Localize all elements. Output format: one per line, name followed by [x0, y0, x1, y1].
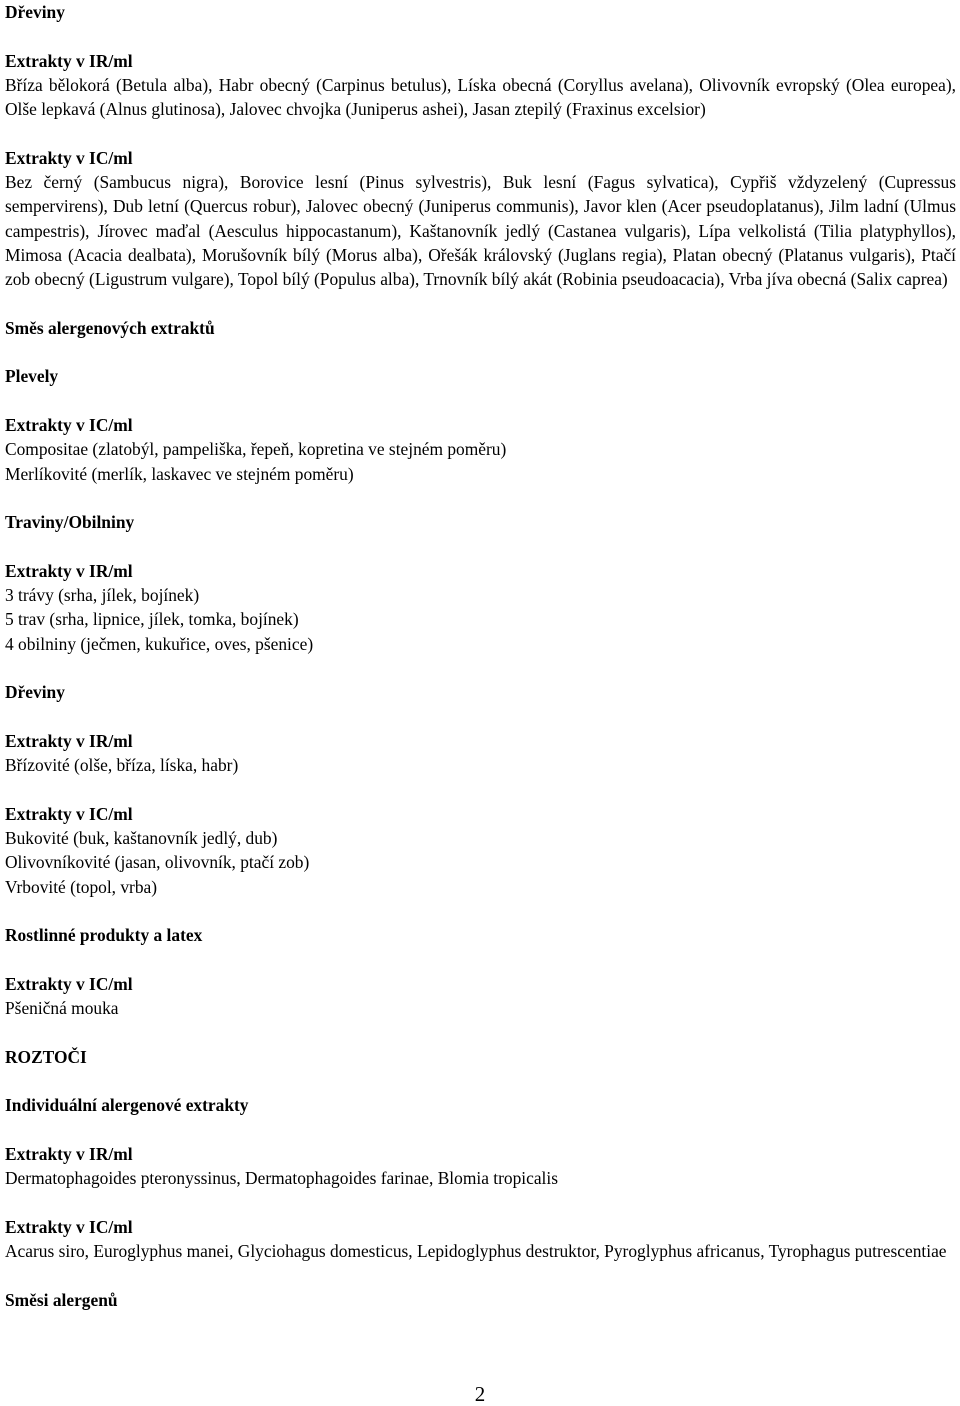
extract-list: Bez černý (Sambucus nigra), Borovice lesní (Pinus sylvestris), Buk lesní (Fagus sylvatica), Cypřiš vždyzelený (Cupressus sempervirens), Dub letní (Quercus robur), Jalovec obecný (Juniperus communis), Javor klen (Acer pseudoplatanus), Jilm ladní (Ulmus campestris), Jírovec maďal (Aesculus hippocastanum), Kaštanovník jedlý (Castanea vulgaris), Lípa velkolistá (Tilia platyphyllos), Mimosa (Acacia dealbata), Morušovník bílý (Morus alba), Ořešák královský (Juglans regia), Platan obecný (Platanus vulgaris), Ptačí zob obecný (Ligustrum vulgare), Topol bílý (Populus alba), Trnovník bílý akát (Robinia pseudoacacia), Vrba jíva obecná (Salix caprea) — [5, 172, 956, 290]
subsection-heading: Rostlinné produkty a latex — [5, 925, 203, 946]
section-heading: Dřeviny — [5, 2, 65, 22]
extract-line: Pšeničná mouka — [5, 998, 119, 1019]
extracts-ic-dreviny-mix — [5, 802, 956, 899]
heading-rostlinne — [5, 923, 956, 947]
extracts-ir-traviny — [5, 559, 956, 656]
extracts-ir-dreviny — [5, 49, 956, 122]
heading-dreviny-mix — [5, 680, 956, 704]
extract-list: Bříza bělokorá (Betula alba), Habr obecný (Carpinus betulus), Líska obecná (Coryllus avelana), Olivovník evropský (Olea europea), Olše lepkavá (Alnus glutinosa), Jalovec chvojka (Juniperus ashei), Jasan ztepilý (Fraxinus excelsior) — [5, 74, 956, 120]
extract-unit-heading: Extrakty v IR/ml — [5, 50, 133, 71]
document-page — [5, 0, 956, 1336]
section-heading: ROZTOČI — [5, 1046, 87, 1067]
extract-unit-heading: Extrakty v IC/ml — [5, 415, 133, 436]
page-number: 2 — [474, 1382, 486, 1406]
heading-dreviny — [5, 0, 956, 24]
extract-unit-heading: Extrakty v IC/ml — [5, 1216, 133, 1237]
extract-line: Bukovité (buk, kaštanovník jedlý, dub) — [5, 828, 278, 849]
extract-line: Olivovníkovité (jasan, olivovník, ptačí zob) — [5, 852, 310, 873]
extract-unit-heading: Extrakty v IC/ml — [5, 147, 133, 168]
extract-unit-heading: Extrakty v IC/ml — [5, 973, 133, 994]
extract-line: 4 obilniny (ječmen, kukuřice, oves, pšenice) — [5, 633, 314, 654]
extract-line: Compositae (zlatobýl, pampeliška, řepeň, kopretina ve stejném poměru) — [5, 439, 507, 460]
subsection-heading: Individuální alergenové extrakty — [5, 1095, 249, 1116]
extract-line: 5 trav (srha, lipnice, jílek, tomka, bojínek) — [5, 609, 299, 630]
extracts-ic-roztoci — [5, 1215, 956, 1264]
heading-individual — [5, 1093, 956, 1117]
heading-plevely — [5, 364, 956, 388]
extract-line: 3 trávy (srha, jílek, bojínek) — [5, 585, 200, 606]
extract-line: Vrbovité (topol, vrba) — [5, 876, 158, 897]
extract-unit-heading: Extrakty v IR/ml — [5, 560, 133, 581]
extract-list: Dermatophagoides pteronyssinus, Dermatophagoides farinae, Blomia tropicalis — [5, 1168, 558, 1189]
heading-mix — [5, 316, 956, 340]
heading-smesi — [5, 1288, 956, 1312]
extracts-ic-plevely — [5, 413, 956, 486]
extracts-ic-dreviny — [5, 146, 956, 292]
extract-line: Břízovité (olše, bříza, líska, habr) — [5, 755, 239, 776]
extracts-ir-dreviny-mix — [5, 729, 956, 778]
subsection-heading: Plevely — [5, 366, 59, 387]
extract-unit-heading: Extrakty v IC/ml — [5, 803, 133, 824]
extract-list: Acarus siro, Euroglyphus manei, Glyciohagus domesticus, Lepidoglyphus destruktor, Pyroglyphus africanus, Tyrophagus putrescentiae — [5, 1241, 947, 1262]
extracts-ic-rostlinne — [5, 972, 956, 1021]
subsection-heading: Dřeviny — [5, 682, 65, 703]
section-heading: Směsi alergenů — [5, 1289, 118, 1310]
extract-unit-heading: Extrakty v IR/ml — [5, 730, 133, 751]
heading-roztoci — [5, 1045, 956, 1069]
extract-unit-heading: Extrakty v IR/ml — [5, 1143, 133, 1164]
heading-traviny — [5, 510, 956, 534]
extracts-ir-roztoci — [5, 1142, 956, 1191]
extract-line: Merlíkovité (merlík, laskavec ve stejném poměru) — [5, 463, 354, 484]
subsection-heading: Traviny/Obilniny — [5, 512, 135, 533]
section-heading: Směs alergenových extraktů — [5, 317, 215, 338]
